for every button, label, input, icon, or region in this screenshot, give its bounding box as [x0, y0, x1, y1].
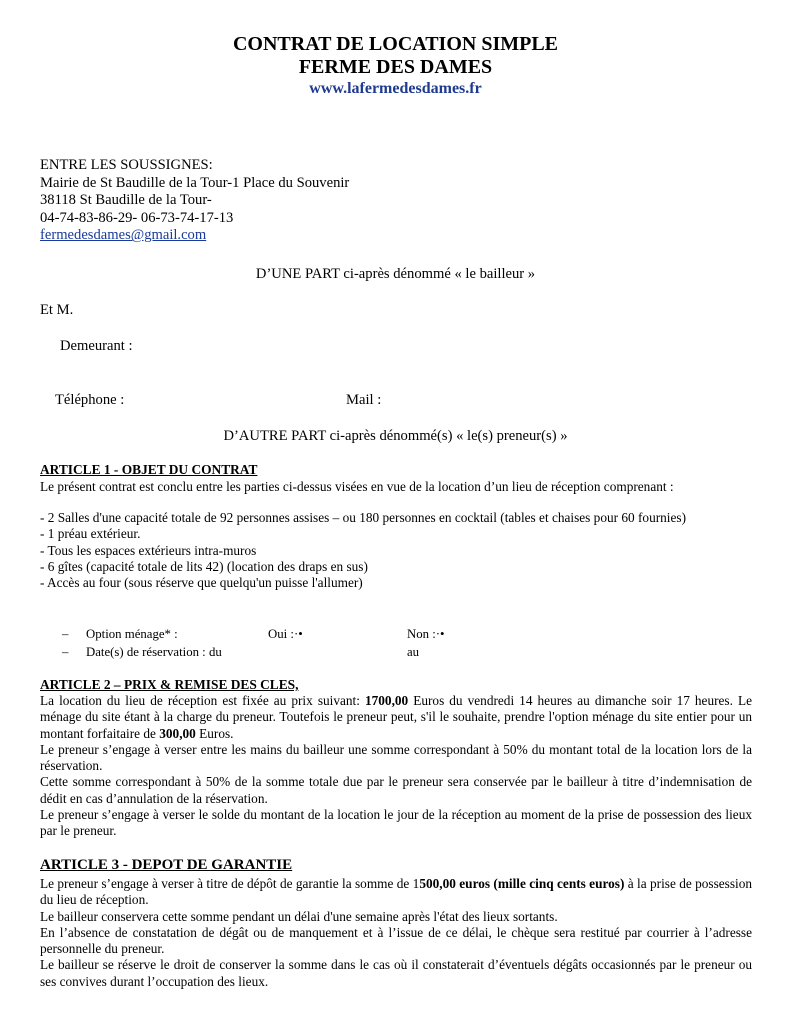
article3-paragraph3: En l’absence de constatation de dégât ou de manquement et à l’issue de ce délai, le chèque sera restitué par courrier à l’adresse personnelle du preneur. — [40, 924, 752, 957]
list-item: - 2 Salles d'une capacité totale de 92 personnes assises – ou 180 personnes en cocktail (tables et chaises pour 60 fournies) — [40, 510, 686, 525]
website-link[interactable]: www.lafermedesdames.fr — [309, 80, 482, 97]
article3-body — [40, 876, 752, 990]
preneur-mail-label: Mail : — [346, 392, 382, 408]
article2-body — [40, 693, 752, 840]
article3-paragraph2: Le bailleur conservera cette somme pendant un délai d'une semaine après l'état des lieux sortants. — [40, 908, 558, 924]
bailleur-address-line2: 38118 St Baudille de la Tour- — [40, 192, 212, 209]
bailleur-address-line1: Mairie de St Baudille de la Tour-1 Place du Souvenir — [40, 174, 350, 191]
article2-heading: ARTICLE 2 – PRIX & REMISE DES CLES, — [40, 677, 299, 692]
rental-price: 1700,00 — [364, 693, 409, 708]
option-oui[interactable]: Oui :·• — [268, 627, 303, 641]
preneur-phone-label: Téléphone : — [55, 392, 125, 408]
cleaning-price: 300,00 — [159, 725, 196, 741]
article1-heading: ARTICLE 1 - OBJET DU CONTRAT — [40, 462, 258, 477]
checkbox-dot-icon: ·• — [435, 627, 445, 641]
option-non[interactable]: Non :·• — [407, 627, 445, 641]
preneur-designation: D’AUTRE PART ci-après dénommé(s) « le(s) preneur(s) » — [223, 428, 568, 444]
list-item: - 6 gîtes (capacité totale de lits 42) (location des draps en sus) — [40, 558, 368, 574]
preneur-name-label: Et M. — [40, 302, 74, 318]
article1-intro: Le présent contrat est conclu entre les parties ci-dessus visées en vue de la location d’un lieu de réception comprenant : — [40, 479, 674, 494]
bailleur-phones: 04-74-83-86-29- 06-73-74-17-13 — [40, 209, 234, 226]
list-item: - 1 préau extérieur. — [40, 526, 141, 542]
deposit-amount: 500,00 euros (mille cinq cents euros) — [419, 876, 625, 891]
checkbox-dot-icon: ·• — [293, 627, 303, 641]
article2-paragraph2: Le preneur s’engage à verser entre les mains du bailleur une somme correspondant à 50% du montant total de la location lors de la réservation. — [40, 741, 752, 774]
article2-paragraph1: La location du lieu de réception est fixée au prix suivant: 1700,00 Euros du vendredi 14 heures au dimanche soir 17 heures. Le ménage du site étant à la charge du preneur. Toutefois le preneur peut, s'il le souhaite, prendre l'option ménage du site entier pour un montant forfaitaire de 300,00 Euros. — [40, 693, 752, 741]
farm-name: FERME DES DAMES — [298, 56, 493, 78]
article2-paragraph3: Cette somme correspondant à 50% de la somme totale due par le preneur sera conservée par le bailleur à titre d’indemnisation de dédit en cas d’annulation de la réservation. — [40, 774, 752, 806]
reservation-dates-au: au — [407, 645, 420, 659]
article1-list — [40, 510, 686, 591]
dash-bullet: – — [62, 645, 69, 659]
contract-title: CONTRAT DE LOCATION SIMPLE — [232, 33, 559, 55]
parties-intro: ENTRE LES SOUSSIGNES: — [40, 157, 213, 173]
option-menage-label: Option ménage* : — [86, 627, 178, 641]
bailleur-designation: D’UNE PART ci-après dénommé « le bailleur » — [255, 266, 536, 282]
article3-heading: ARTICLE 3 - DEPOT DE GARANTIE — [40, 857, 293, 873]
article3-paragraph4: Le bailleur se réserve le droit de conserver la somme dans le cas où il constaterait d’éventuels dégâts occasionnés par le preneur ou ses convives durant l’occupation des lieux. — [40, 957, 752, 989]
preneur-address-label: Demeurant : — [60, 338, 133, 354]
article3-paragraph1: Le preneur s’engage à verser à titre de dépôt de garantie la somme de 1500,00 euros (mille cinq cents euros) à la prise de possession du lieu de réception. — [40, 876, 753, 908]
reservation-dates-label: Date(s) de réservation : du — [86, 645, 222, 659]
article2-paragraph4: Le preneur s’engage à verser le solde du montant de la location le jour de la réception au moment de la prise de possession des lieux par le preneur. — [40, 807, 752, 839]
dash-bullet: – — [62, 627, 69, 641]
bailleur-email-link[interactable]: fermedesdames@gmail.com — [40, 227, 207, 244]
list-item: - Tous les espaces extérieurs intra-muros — [40, 542, 257, 558]
bailleur-block — [40, 157, 349, 245]
list-item: - Accès au four (sous réserve que quelqu'un puisse l'allumer) — [40, 575, 363, 591]
